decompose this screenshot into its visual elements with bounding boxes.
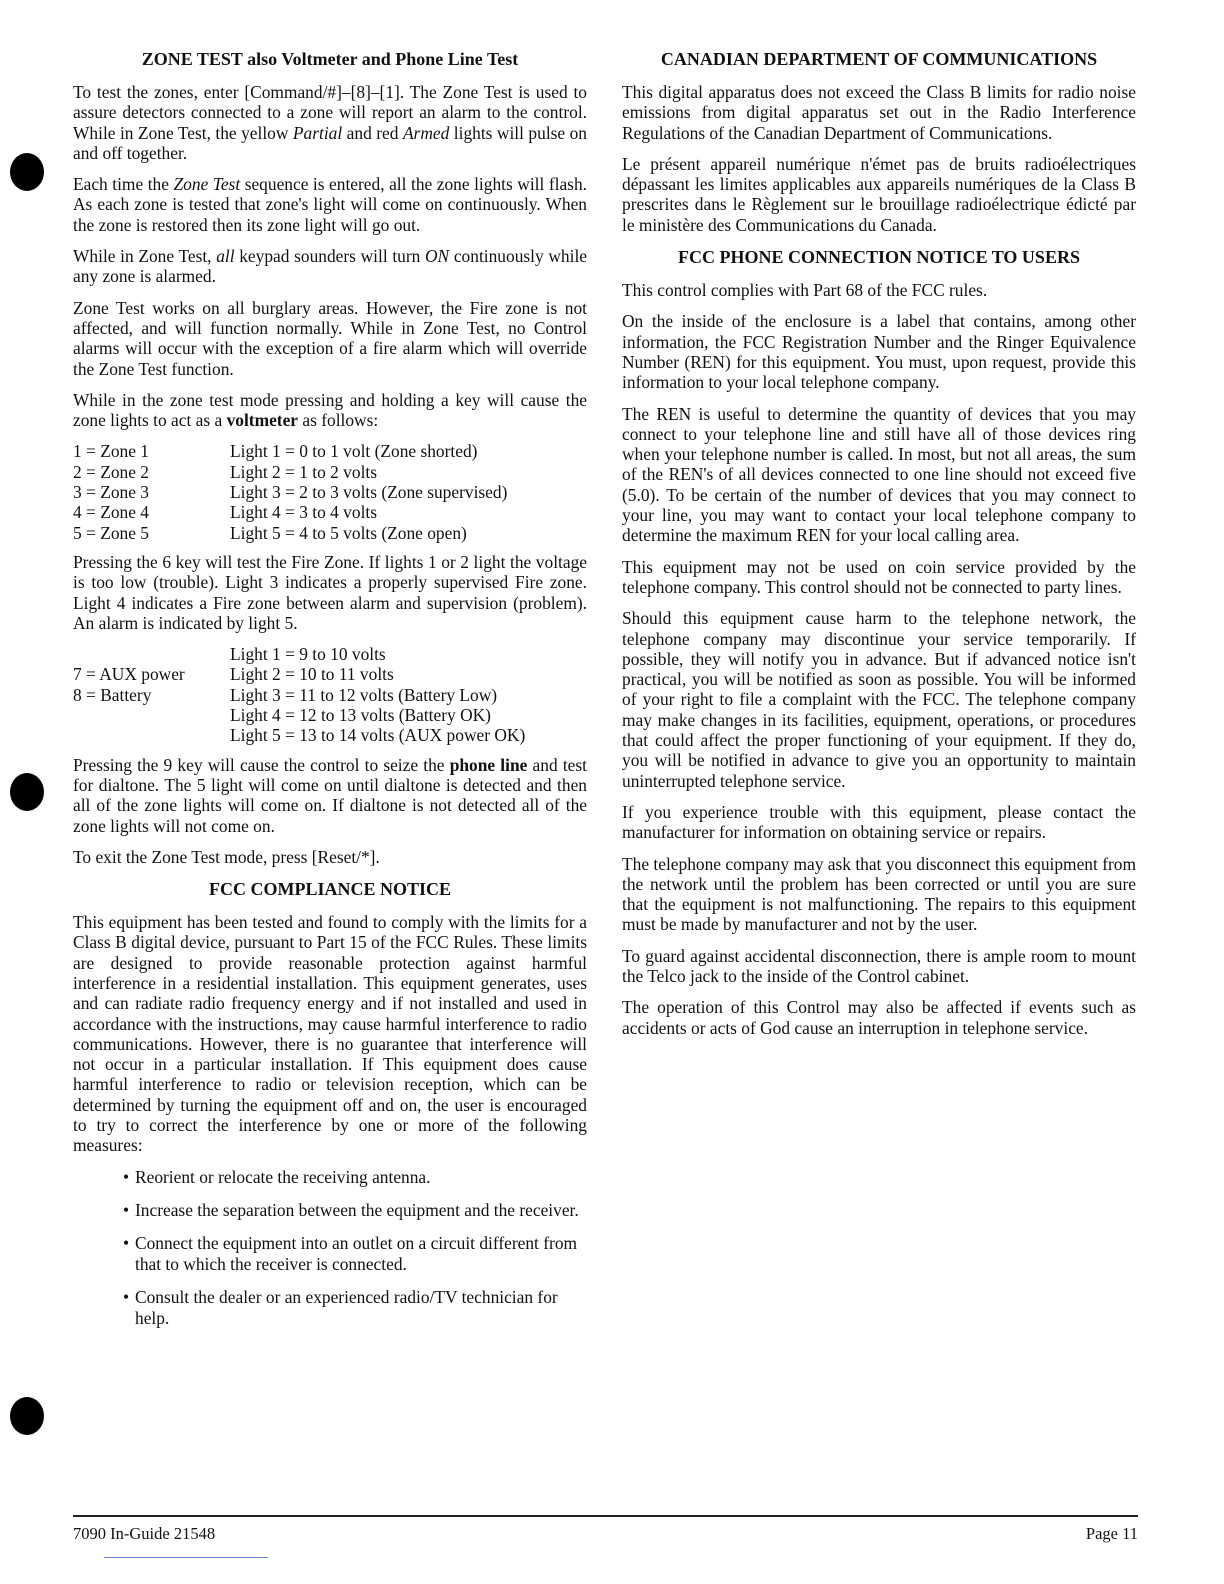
aux-key: 8 = Battery [73,684,152,705]
fcc-phone-paragraph: The REN is useful to determine the quantity of devices that you may connect to your telephone line and still have all of those devices ring when your telephone number is called. In most, but not all areas, the sum of the REN's of all devices connected to one line should not exceed five (5.0). To be certain of the number of devices that you may connect to your line, you may want to contact your local telephone company to determine the maximum REN for your local calling area. [622,403,1136,546]
aux-voltage-table [73,644,587,745]
aux-key: 7 = AUX power [73,664,185,685]
zone-voltage-table [73,441,587,542]
zone-test-heading: ZONE TEST also Voltmeter and Phone Line Test [141,49,519,69]
binder-hole [10,153,44,191]
aux-light: Light 3 = 11 to 12 volts (Battery Low) [230,684,498,705]
aux-light: Light 2 = 10 to 11 volts [230,664,394,685]
fcc-phone-paragraph: On the inside of the enclosure is a label that contains, among other information, the FCC Registration Number and the Ringer Equivalence Number (REN) for this equipment. You must, upon request, provide this information to your local telephone company. [622,311,1136,393]
fcc-compliance-heading: FCC COMPLIANCE NOTICE [208,879,451,900]
fcc-phone-paragraph: If you experience trouble with this equipment, please contact the manufacturer for information on obtaining service or repairs. [622,801,1136,843]
aux-light: Light 5 = 13 to 14 volts (AUX power OK) [230,725,526,746]
fcc-phone-paragraph: The telephone company may ask that you disconnect this equipment from the network until the problem has been corrected or until you are sure that the equipment is not malfunctioning. The repairs to this equipment must be made by manufacturer and not by the user. [622,853,1136,935]
aux-key [73,705,230,725]
footer-underline [104,1557,268,1558]
fcc-phone-paragraph: To guard against accidental disconnection, there is ample room to mount the Telco jack to the inside of the Control cabinet. [622,945,1136,986]
zone-key: 3 = Zone 3 [73,482,149,503]
canadian-doc-french: Le présent appareil numérique n'émet pas de bruits radioélectriques dépassant les limites applicables aux appareils numériques de la Class B prescrites dans le Règlement sur le brouillage radioélectrique édicté par le ministère des Communications du Canada. [622,153,1136,235]
zone-light: Light 1 = 0 to 1 volt (Zone shorted) [230,441,478,462]
left-column [73,48,587,1341]
aux-light: Light 4 = 12 to 13 volts (Battery OK) [230,705,491,726]
fcc-phone-paragraph: The operation of this Control may also be affected if events such as accidents or acts of God cause an interruption in telephone service. [622,997,1136,1038]
footer-doc-id: 7090 In-Guide 21548 [73,1524,216,1543]
zone-light: Light 4 = 3 to 4 volts [230,502,378,523]
aux-key [73,725,230,745]
page-number: Page 11 [1085,1524,1138,1543]
canadian-doc-heading: CANADIAN DEPARTMENT OF COMMUNICATIONS [660,49,1098,69]
footer-divider [73,1515,1138,1517]
fcc-phone-paragraph: This equipment may not be used on coin service provided by the telephone company. This control should not be connected to party lines. [622,556,1136,597]
list-item: • Reorient or relocate the receiving antenna. [123,1166,431,1187]
zone-key: 4 = Zone 4 [73,502,149,523]
binder-hole [10,1397,44,1435]
canadian-doc-english: This digital apparatus does not exceed the Class B limits for radio noise emissions from digital apparatus set out in the Radio Interference Regulations of the Canadian Department of Communications. [622,82,1136,143]
fcc-phone-heading: FCC PHONE CONNECTION NOTICE TO USERS [678,247,1080,268]
binder-hole [10,773,44,811]
exit-zone-test-paragraph: To exit the Zone Test mode, press [Reset/*]. [73,846,380,867]
aux-key [73,644,230,664]
phone-line-test-paragraph: Pressing the 9 key will cause the control to seize the phone line and test for dialtone. The 5 light will come on until dialtone is detected and then all of the zone lights will come on. If dialtone is not detected all of the zone lights will not come on. [73,754,587,836]
list-item: • Connect the equipment into an outlet on a circuit different from that to which the receiver is connected. [123,1232,578,1274]
zone-light: Light 2 = 1 to 2 volts [230,461,378,482]
list-item: • Consult the dealer or an experienced radio/TV technician for help. [123,1286,558,1328]
fcc-phone-paragraph: Should this equipment cause harm to the telephone network, the telephone company may discontinue your service temporarily. If possible, they will notify you in advance. But if advanced notice isn't practical, you will be notified as soon as possible. You will be informed of your right to file a complaint with the FCC. The telephone company may make changes in its facilities, equipment, operations, or procedures that could affect the proper functioning of your equipment. If they do, you will be notified in advance to give you an opportunity to maintain uninterrupted telephone service. [622,608,1136,791]
zone-key: 1 = Zone 1 [73,441,149,462]
zone-test-burglary-paragraph: Zone Test works on all burglary areas. However, the Fire zone is not affected, and will function normally. While in Zone Test, no Control alarms will occur with the exception of a fire alarm which will override the Zone Test function. [73,297,587,379]
fcc-compliance-paragraph: This equipment has been tested and found to comply with the limits for a Class B digital device, pursuant to Part 15 of the FCC Rules. These limits are designed to provide reasonable protection against harmful interference in a residential installation. This equipment generates, uses and can radiate radio frequency energy and if not installed and used in accordance with the instructions, may cause harmful interference to radio communications. However, there is no guarantee that interference will not occur in a particular installation. If This equipment does cause harmful interference to radio or television reception, which can be determined by turning the equipment off and on, the user is encouraged to try to correct the interference by one or more of the following measures: [73,912,587,1156]
zone-test-flash-paragraph: Each time the Zone Test sequence is entered, all the zone lights will flash. As each zone is tested that zone's light will come on continuously. When the zone is restored then its zone light will go out. [73,174,587,235]
zone-light: Light 5 = 4 to 5 volts (Zone open) [230,522,467,543]
zone-test-intro: To test the zones, enter [Command/#]–[8]–[1]. The Zone Test is used to assure detectors connected to a zone will report an alarm to the control. While in Zone Test, the yellow Partial and red Armed lights will pulse on and off together. [73,82,588,163]
zone-test-sounder-paragraph: While in Zone Test, all keypad sounders will turn ON continuously while any zone is alarmed. [73,246,587,287]
right-column [622,48,1136,1049]
zone-light: Light 3 = 2 to 3 volts (Zone supervised) [230,482,508,503]
zone-key: 2 = Zone 2 [73,461,149,482]
list-item: • Increase the separation between the equipment and the receiver. [123,1199,579,1220]
fcc-phone-paragraph: This control complies with Part 68 of the FCC rules. [622,280,988,301]
aux-light: Light 1 = 9 to 10 volts [230,644,386,665]
fire-zone-paragraph: Pressing the 6 key will test the Fire Zone. If lights 1 or 2 light the voltage is too low (trouble). Light 3 indicates a properly supervised Fire zone. Light 4 indicates a Fire zone between alarm and supervision (problem). An alarm is indicated by light 5. [73,551,587,633]
voltmeter-paragraph: While in the zone test mode pressing and holding a key will cause the zone lights to act as a voltmeter as follows: [73,389,587,431]
zone-key: 5 = Zone 5 [73,522,149,543]
measures-list [73,1167,587,1329]
